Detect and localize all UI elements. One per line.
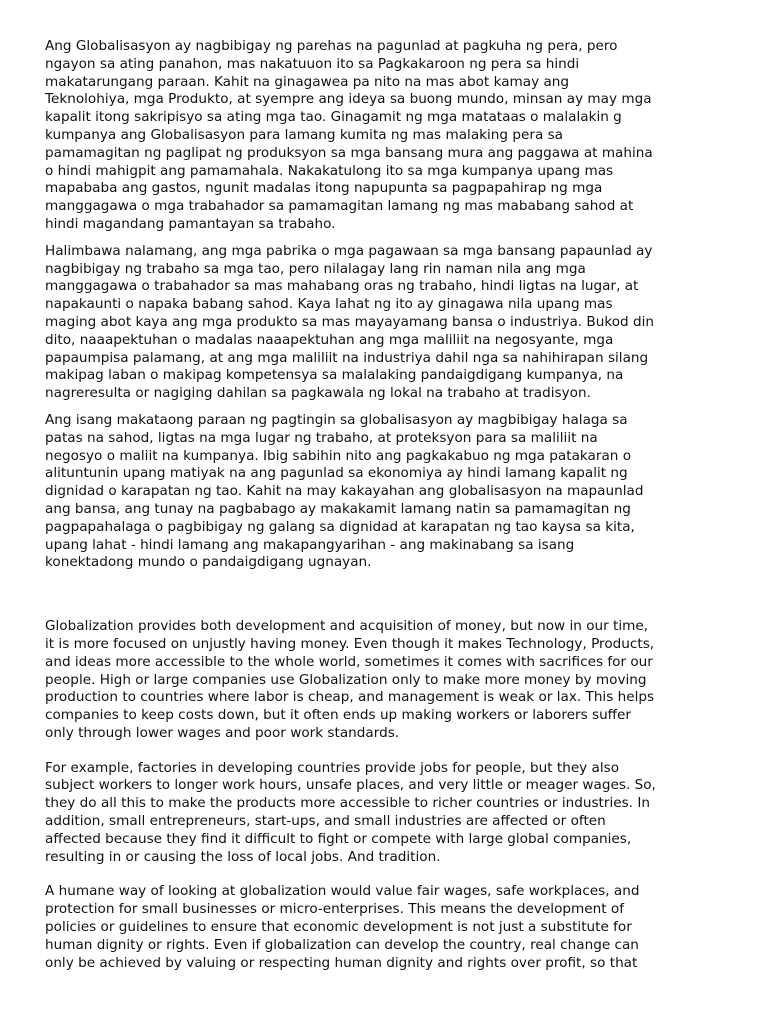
filipino-paragraph-2: Halimbawa nalamang, ang mga pabrika o mga pagawaan sa mga bansang papaunlad ay nagbibigay ng trabaho sa mga tao, pero nilalagay lang rin naman nila ang mga manggagawa o trabahador sa mas mahabang oras ng trabaho, hindi ligtas na lugar, at napakaunti o napaka babang sahod. Kaya lahat ng ito ay ginagawa nila upang mas maging abot kaya ang mga produkto sa mas mayayamang bansa o industriya. Bukod din dito, naaapektuhan o madalas naaapektuhan ang mga maliliit na negosyante, mga papaumpisa palamang, at ang mga maliliit na industriya dahil nga sa nahihirapan silang makipag laban o makipag kompetensya sa malalaking pandaigdigang kumpanya, na nagreresulta or nagiging dahilan sa pagkawala ng lokal na trabaho at tradisyon. bbox=[45, 242, 655, 402]
english-paragraph-1: Globalization provides both development and acquisition of money, but now in our time, it is more focused on unjustly having money. Even though it makes Technology, Products, and ideas more accessible to the whole world, sometimes it comes with sacrifices for our people. High or large companies use Globalization only to make more money by moving production to countries where labor is cheap, and management is weak or lax. This helps companies to keep costs down, but it often ends up making workers or laborers suffer only through lower wages and poor work standards. bbox=[45, 618, 655, 741]
section-spacer bbox=[45, 581, 731, 618]
english-paragraph-3: A humane way of looking at globalization would value fair wages, safe workplaces, and protection for small businesses or micro-enterprises. This means the development of policies or guidelines to ensure that economic development is not just a substitute for human dignity or rights. Even if globalization can develop the country, real change can only be achieved by valuing or respecting human dignity and rights over profit, so that bbox=[45, 883, 640, 971]
document-page bbox=[45, 38, 731, 989]
filipino-paragraph-3: Ang isang makataong paraan ng pagtingin sa globalisasyon ay magbibigay halaga sa patas na sahod, ligtas na mga lugar ng trabaho, at proteksyon para sa maliliit na negosyo o maliit na kumpanya. Ibig sabihin nito ang pagkakabuo ng mga patakaran o alituntunin upang matiyak na ang pagunlad sa ekonomiya ay hindi lamang kapalit ng dignidad o karapatan ng tao. Kahit na may kakayahan ang globalisasyon na mapaunlad ang bansa, ang tunay na pagbabago ay makakamit lamang natin sa pamamagitan ng pagpapahalaga o pagbibigay ng galang sa dignidad at karapatan ng tao kaysa sa kita, upang lahat - hindi lamang ang makapangyarihan - ang makinabang sa isang konektadong mundo o pandaigdigang ugnayan. bbox=[45, 411, 644, 571]
filipino-paragraph-1: Ang Globalisasyon ay nagbibigay ng parehas na pagunlad at pagkuha ng pera, pero ngayon sa ating panahon, mas nakatuuon ito sa Pagkakaroon ng pera sa hindi makatarungang paraan. Kahit na ginagawea pa nito na mas abot kamay ang Teknolohiya, mga Produkto, at syempre ang ideya sa buong mundo, minsan ay may mga kapalit itong sakripisyo sa ating mga tao. Ginagamit ng mga matataas o malalakin g kumpanya ang Globalisasyon para lamang kumita ng mas malaking pera sa pamamagitan ng paglipat ng produksyon sa mga bansang mura ang paggawa at mahina o hindi mahigpit ang pamamahala. Nakakatulong ito sa mga kumpanya upang mas mapababa ang gastos, ngunit madalas itong napupunta sa pagpapahirap ng mga manggagawa o mga trabahador sa pamamagitan lamang ng mas mababang sahod at hindi magandang pamantayan sa trabaho. bbox=[45, 38, 653, 232]
english-paragraph-2: For example, factories in developing countries provide jobs for people, but they also subject workers to longer work hours, unsafe places, and very little or meager wages. So, they do all this to make the products more accessible to richer countries or industries. In addition, small entrepreneurs, start-ups, and small industries are affected or often affected because they find it difficult to fight or compete with large global companies, resulting in or causing the loss of local jobs. And tradition. bbox=[45, 759, 656, 865]
